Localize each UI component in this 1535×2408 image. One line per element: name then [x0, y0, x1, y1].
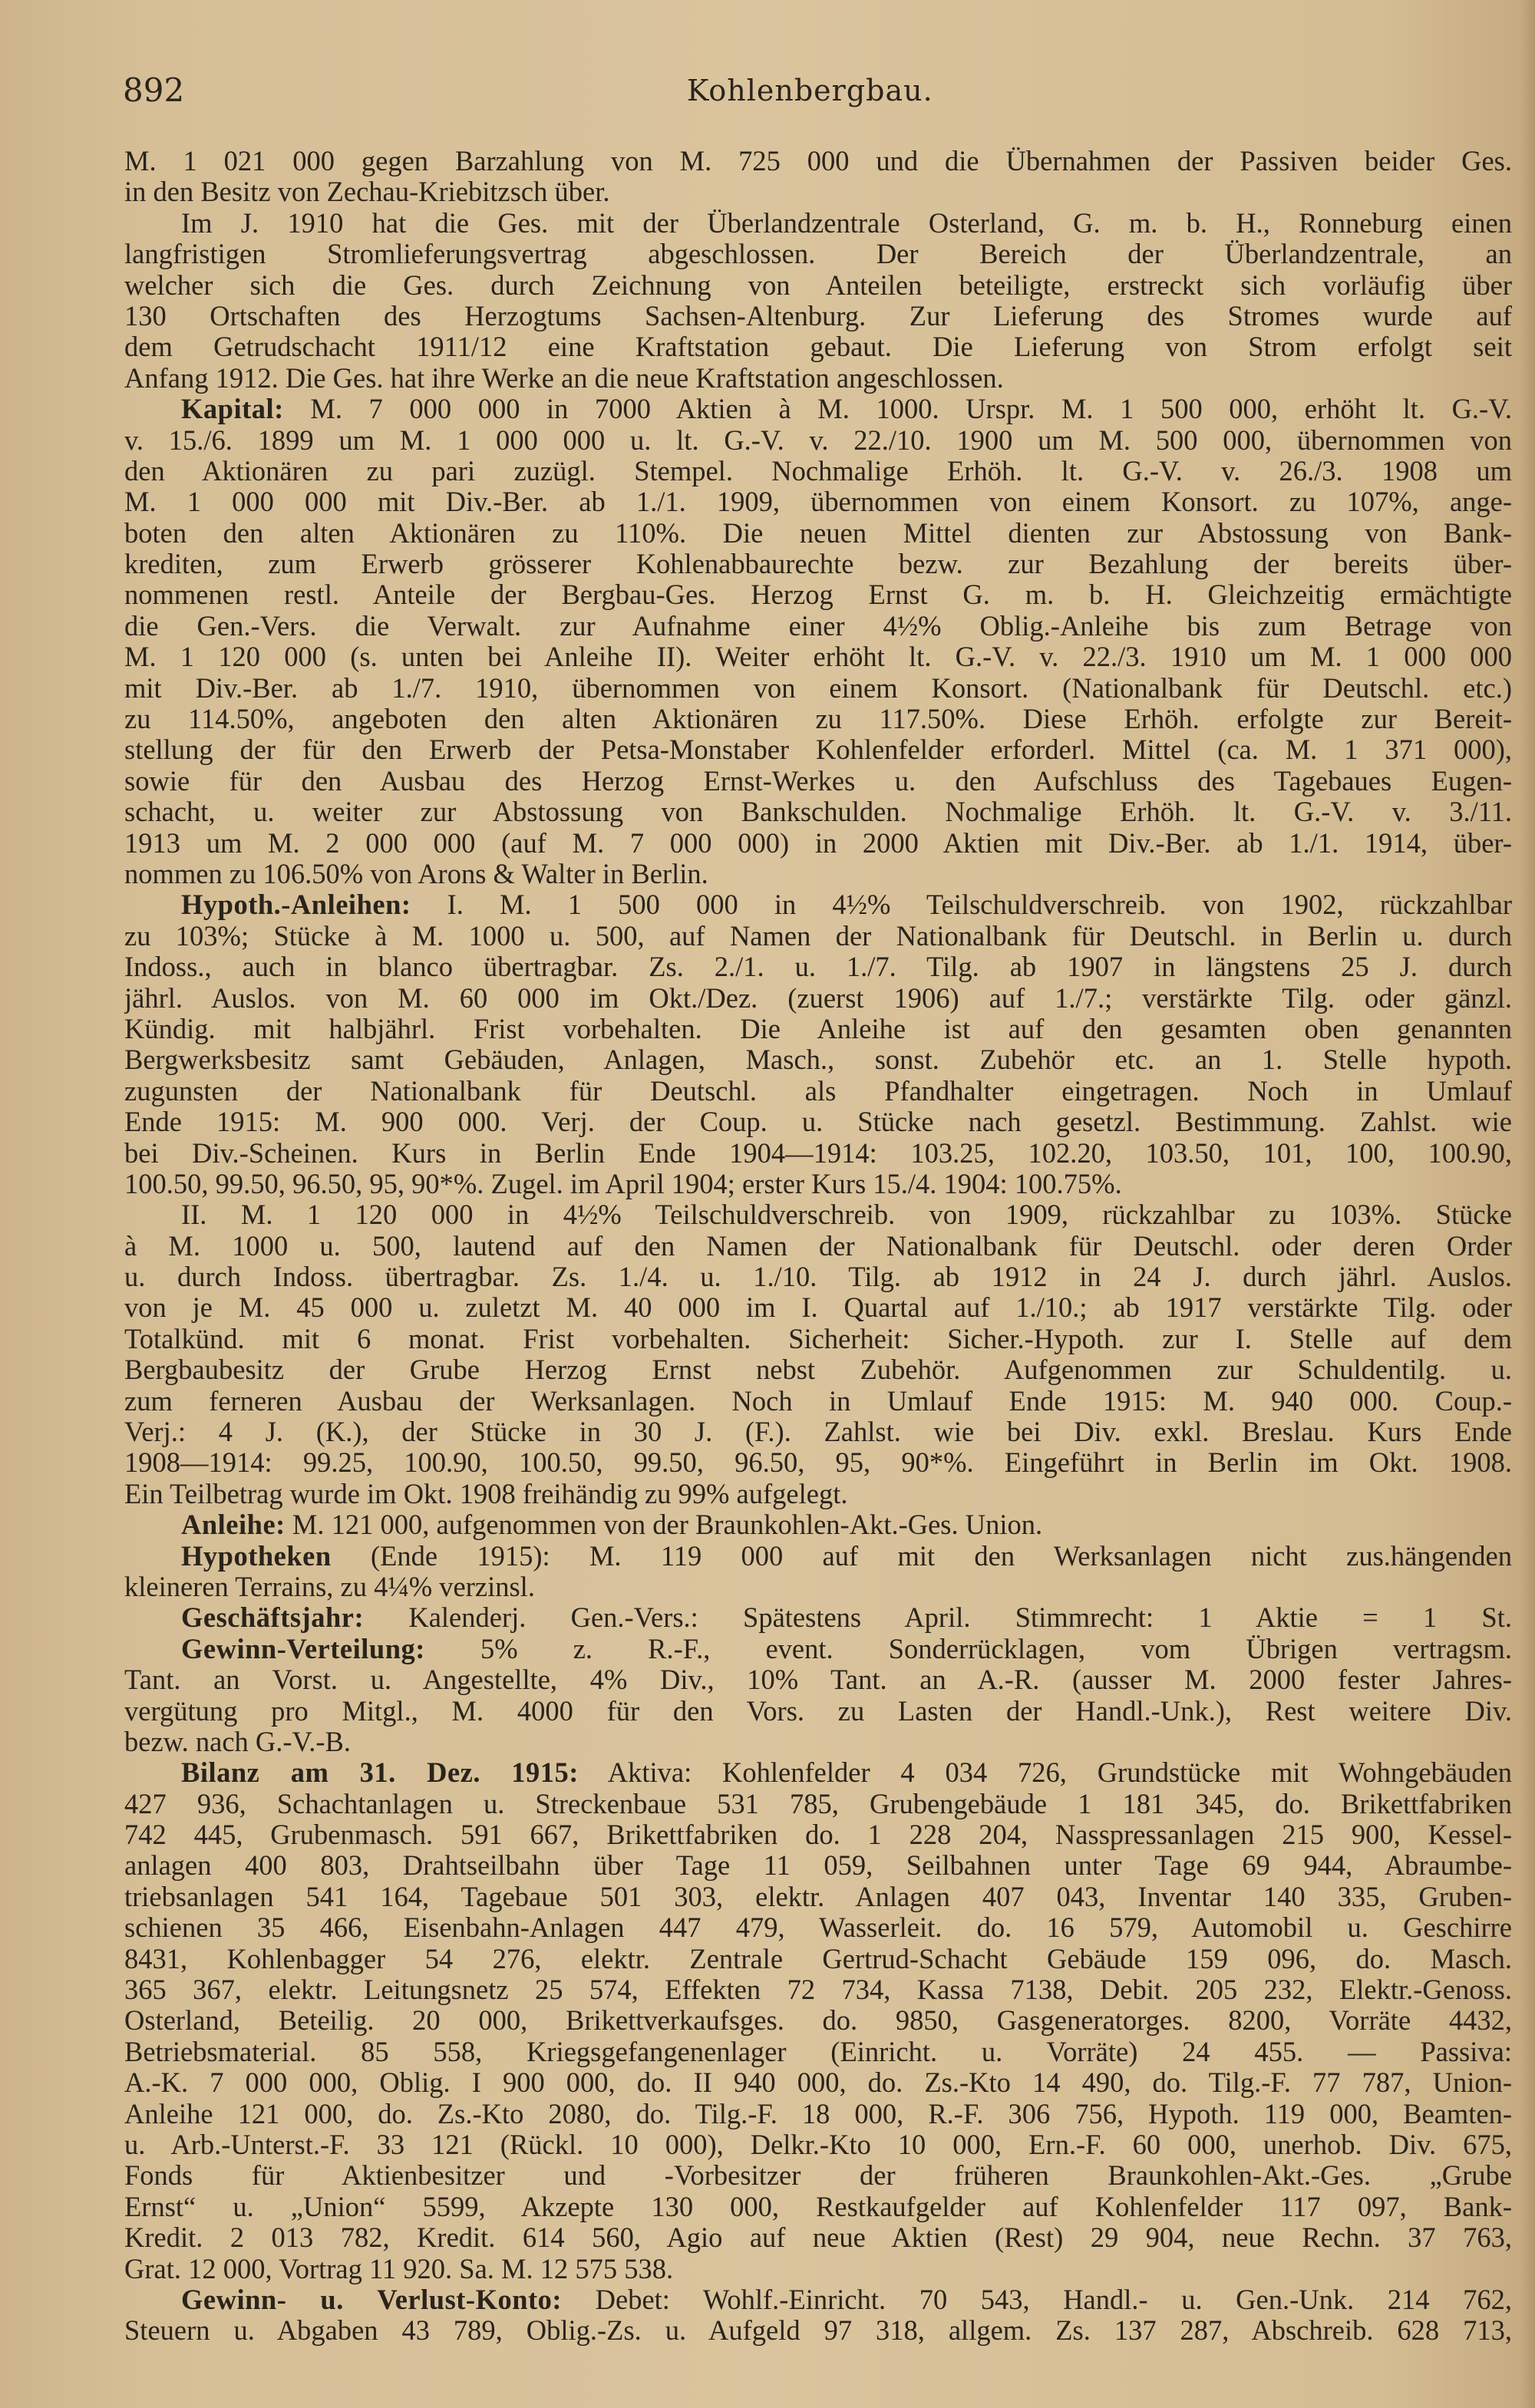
line-text: kleineren Terrains, zu 4¼% verzinsl.	[124, 1571, 535, 1602]
text-line	[124, 1912, 1512, 1943]
text-line	[124, 1757, 1512, 1788]
text-line	[124, 1974, 1512, 2005]
running-title: Kohlenbergbau.	[687, 74, 933, 107]
line-text: Anfang 1912. Die Ges. hat ihre Werke an die neue Kraftstation angeschlossen.	[124, 362, 1004, 394]
text-line	[124, 952, 1512, 982]
page-number: 892	[123, 71, 185, 109]
text-line	[124, 1447, 1512, 1478]
line-text: Fonds für Aktienbesitzer und -Vorbesitzer der früheren Braunkohlen-Akt.-Ges. „Grube	[124, 2160, 1512, 2192]
text-line	[124, 642, 1512, 672]
text-line	[124, 1138, 1512, 1169]
text-line	[124, 1696, 1512, 1727]
text-line	[124, 1541, 1512, 1572]
text-line	[124, 425, 1512, 456]
text-line	[124, 1231, 1512, 1262]
text-line	[124, 889, 1512, 920]
line-text: boten den alten Aktionären zu 110%. Die neuen Mittel dienten zur Abstossung von Bank-	[124, 517, 1512, 549]
line-text: 5% z. R.-F., event. Sonderrücklagen, vom Übrigen vertragsm.	[424, 1633, 1512, 1664]
text-line	[124, 1509, 1512, 1540]
text-line	[124, 2037, 1512, 2067]
text-line	[124, 1479, 1512, 1509]
section-lead: Hypotheken	[181, 1540, 332, 1572]
line-text: 742 445, Grubenmasch. 591 667, Brikettfabriken do. 1 228 204, Nasspressanlagen 215 900, Kessel-	[124, 1819, 1512, 1851]
line-text: nommen zu 106.50% von Arons & Walter in Berlin.	[124, 858, 708, 889]
text-line	[124, 766, 1512, 797]
text-line	[124, 2222, 1512, 2253]
text-line	[124, 1107, 1512, 1137]
text-line	[124, 734, 1512, 765]
line-text: Osterland, Beteilig. 20 000, Brikettverkaufsges. do. 9850, Gasgeneratorges. 8200, Vorräte 4432,	[124, 2005, 1512, 2037]
line-text: Ein Teilbetrag wurde im Okt. 1908 freihändig zu 99% aufgelegt.	[124, 1478, 848, 1509]
text-line	[124, 2315, 1512, 2346]
line-text: M. 7 000 000 in 7000 Aktien à M. 1000. Urspr. M. 1 500 000, erhöht lt. G.-V.	[283, 394, 1512, 425]
text-line	[124, 1634, 1512, 1664]
line-text: zu 114.50%, angeboten den alten Aktionären zu 117.50%. Diese Erhöh. erfolgte zur Bereit-	[124, 704, 1512, 735]
line-text: jährl. Auslos. von M. 60 000 im Okt./Dez. (zuerst 1906) auf 1./7.; verstärkte Tilg. oder gänzl.	[124, 982, 1512, 1014]
line-text: 130 Ortschaften des Herzogtums Sachsen-Altenburg. Zur Lieferung des Stromes wurde auf	[124, 300, 1512, 332]
text-line	[124, 1386, 1512, 1417]
line-text: in den Besitz von Zechau-Kriebitzsch über.	[124, 176, 610, 208]
line-text: von je M. 45 000 u. zuletzt M. 40 000 im I. Quartal auf 1./10.; ab 1917 verstärkte Tilg. oder	[124, 1292, 1512, 1324]
line-text: welcher sich die Ges. durch Zeichnung von Anteilen beteiligte, erstreckt sich vorläufig über	[124, 269, 1512, 301]
text-line	[124, 2005, 1512, 2036]
text-line	[124, 2192, 1512, 2222]
text-line	[124, 1324, 1512, 1354]
line-text: Kredit. 2 013 782, Kredit. 614 560, Agio auf neue Aktien (Rest) 29 904, neue Rechn. 37 763,	[124, 2222, 1512, 2254]
text-line	[124, 2067, 1512, 2098]
line-text: II. M. 1 120 000 in 4½% Teilschuldverschreib. von 1909, rückzahlbar zu 103%. Stücke	[181, 1199, 1512, 1231]
page-edge-shadow	[1520, 0, 1535, 2408]
line-text: zu 103%; Stücke à M. 1000 u. 500, auf Namen der Nationalbank für Deutschl. in Berlin u. durch	[124, 920, 1512, 952]
line-text: Totalkünd. mit 6 monat. Frist vorbehalten. Sicherheit: Sicher.-Hypoth. zur I. Stelle auf dem	[124, 1323, 1512, 1354]
text-line	[124, 1819, 1512, 1850]
line-text: anlagen 400 803, Drahtseilbahn über Tage 11 059, Seilbahnen unter Tage 69 944, Abraumbe-	[124, 1850, 1512, 1882]
text-line	[124, 797, 1512, 827]
line-text: mit Div.-Ber. ab 1./7. 1910, übernommen von einem Konsort. (Nationalbank für Deutschl. etc.)	[124, 672, 1512, 704]
line-text: nommenen restl. Anteile der Bergbau-Ges. Herzog Ernst G. m. b. H. Gleichzeitig ermächtigte	[124, 579, 1512, 611]
text-line	[124, 673, 1512, 704]
text-line	[124, 2099, 1512, 2129]
line-text: à M. 1000 u. 500, lautend auf den Namen der Nationalbank für Deutschl. oder deren Order	[124, 1230, 1512, 1262]
line-text: (Ende 1915): M. 119 000 auf mit den Werksanlagen nicht zus.hängenden	[331, 1540, 1512, 1572]
text-line	[124, 611, 1512, 642]
line-text: Bergbaubesitz der Grube Herzog Ernst nebst Zubehör. Aufgenommen zur Schuldentilg. u.	[124, 1354, 1512, 1386]
line-text: Betriebsmaterial. 85 558, Kriegsgefangenenlager (Einricht. u. Vorräte) 24 455. — Passiva:	[124, 2036, 1512, 2067]
line-text: Steuern u. Abgaben 43 789, Oblig.-Zs. u. Aufgeld 97 318, allgem. Zs. 137 287, Abschreib. 628 713,	[124, 2315, 1512, 2347]
line-text: schacht, u. weiter zur Abstossung von Bankschulden. Nochmalige Erhöh. lt. G.-V. v. 3./11.	[124, 797, 1512, 828]
text-line	[124, 983, 1512, 1014]
text-line	[124, 2129, 1512, 2160]
line-text: 365 367, elektr. Leitungsnetz 25 574, Effekten 72 734, Kassa 7138, Debit. 205 232, Elektr.-Genoss.	[124, 1974, 1512, 2006]
line-text: bei Div.-Scheinen. Kurs in Berlin Ende 1904—1914: 103.25, 102.20, 103.50, 101, 100, 100.90,	[124, 1137, 1512, 1169]
text-line	[124, 1727, 1512, 1757]
line-text: Indoss., auch in blanco übertragbar. Zs. 2./1. u. 1./7. Tilg. ab 1907 in längstens 25 J. durch	[124, 952, 1512, 983]
text-line	[124, 1199, 1512, 1230]
text-line	[124, 1169, 1512, 1199]
text-line	[124, 1944, 1512, 1974]
line-text: Ende 1915: M. 900 000. Verj. der Coup. u. Stücke nach gesetzl. Bestimmung. Zahlst. wie	[124, 1107, 1512, 1138]
line-text: 8431, Kohlenbagger 54 276, elektr. Zentrale Gertrud-Schacht Gebäude 159 096, do. Masch.	[124, 1943, 1512, 1974]
line-text: Kalenderj. Gen.-Vers.: Spätestens April. Stimmrecht: 1 Aktie = 1 St.	[364, 1602, 1512, 1634]
page-header	[123, 68, 1474, 114]
line-text: v. 15./6. 1899 um M. 1 000 000 u. lt. G.-V. v. 22./10. 1900 um M. 500 000, übernommen von	[124, 424, 1512, 456]
text-line	[124, 549, 1512, 579]
line-text: stellung der für den Erwerb der Petsa-Monstaber Kohlenfelder erforderl. Mittel (ca. M. 1 371 000),	[124, 734, 1512, 766]
line-text: M. 1 000 000 mit Div.-Ber. ab 1./1. 1909, übernommen von einem Konsort. zu 107%, ange-	[124, 487, 1512, 518]
line-text: die Gen.-Vers. die Verwalt. zur Aufnahme einer 4½% Oblig.-Anleihe bis zum Betrage von	[124, 610, 1512, 642]
text-line	[124, 394, 1512, 424]
line-text: 427 936, Schachtanlagen u. Streckenbaue 531 785, Grubengebäude 1 181 345, do. Brikettfabriken	[124, 1788, 1512, 1819]
text-line	[124, 176, 1512, 207]
line-text: triebsanlagen 541 164, Tagebaue 501 303, elektr. Anlagen 407 043, Inventar 140 335, Gruben-	[124, 1881, 1512, 1912]
section-lead: Anleihe:	[181, 1509, 286, 1541]
line-text: langfristigen Stromlieferungsvertrag abgeschlossen. Der Bereich der Überlandzentrale, an	[124, 239, 1512, 270]
section-lead: Hypoth.-Anleihen:	[181, 889, 411, 921]
line-text: vergütung pro Mitgl., M. 4000 für den Vors. zu Lasten der Handl.-Unk.), Rest weitere Div.	[124, 1695, 1512, 1727]
line-text: M. 1 021 000 gegen Barzahlung von M. 725 000 und die Übernahmen der Passiven beider Ges.	[124, 146, 1512, 176]
text-line	[124, 1664, 1512, 1695]
text-line	[124, 1262, 1512, 1292]
section-lead: Kapital:	[181, 394, 284, 425]
text-line	[124, 332, 1512, 362]
text-line	[124, 1417, 1512, 1447]
line-text: 1908—1914: 99.25, 100.90, 100.50, 99.50, 96.50, 95, 90*%. Eingeführt in Berlin im Okt. 1908.	[124, 1447, 1512, 1479]
text-line	[124, 363, 1512, 394]
line-text: Kündig. mit halbjährl. Frist vorbehalten. Die Anleihe ist auf den gesamten oben genannten	[124, 1013, 1512, 1044]
text-line	[124, 1789, 1512, 1819]
text-line	[124, 1572, 1512, 1602]
line-text: u. durch Indoss. übertragbar. Zs. 1./4. u. 1./10. Tilg. ab 1912 in 24 J. durch jährl. Auslos.	[124, 1262, 1512, 1293]
text-line	[124, 239, 1512, 269]
line-text: Debet: Wohlf.-Einricht. 70 543, Handl.- u. Gen.-Unk. 214 762,	[562, 2284, 1512, 2315]
line-text: Bergwerksbesitz samt Gebäuden, Anlagen, Masch., sonst. Zubehör etc. an 1. Stelle hypoth.	[124, 1044, 1512, 1076]
line-text: A.-K. 7 000 000, Oblig. I 900 000, do. II 940 000, do. Zs.-Kto 14 490, do. Tilg.-F. 77 787, Union-	[124, 2067, 1512, 2099]
text-line	[124, 301, 1512, 332]
text-line	[124, 208, 1512, 239]
line-text: Anleihe 121 000, do. Zs.-Kto 2080, do. Tilg.-F. 18 000, R.-F. 306 756, Hypoth. 119 000, Beamten-	[124, 2098, 1512, 2129]
text-line	[124, 1882, 1512, 1912]
text-line	[124, 518, 1512, 549]
line-text: Grat. 12 000, Vortrag 11 920. Sa. M. 12 575 538.	[124, 2253, 674, 2284]
text-line	[124, 2284, 1512, 2315]
body-text	[124, 146, 1512, 2347]
text-line	[124, 1076, 1512, 1107]
line-text: 1913 um M. 2 000 000 (auf M. 7 000 000) in 2000 Aktien mit Div.-Ber. ab 1./1. 1914, über-	[124, 827, 1512, 859]
line-text: M. 1 120 000 (s. unten bei Anleihe II). Weiter erhöht lt. G.-V. v. 22./3. 1910 um M. 1 000 000	[124, 642, 1512, 673]
text-line	[124, 921, 1512, 952]
text-line	[124, 704, 1512, 734]
text-line	[124, 1014, 1512, 1044]
line-text: Verj.: 4 J. (K.), der Stücke in 30 J. (F.). Zahlst. wie bei Div. exkl. Breslau. Kurs Ende	[124, 1417, 1512, 1448]
section-lead: Gewinn- u. Verlust-Konto:	[181, 2284, 563, 2315]
section-lead: Geschäftsjahr:	[181, 1602, 365, 1634]
text-line	[124, 2254, 1512, 2284]
text-line	[124, 487, 1512, 517]
text-line	[124, 828, 1512, 859]
line-text: Aktiva: Kohlenfelder 4 034 726, Grundstücke mit Wohngebäuden	[578, 1757, 1512, 1789]
line-text: u. Arb.-Unterst.-F. 33 121 (Rückl. 10 000), Delkr.-Kto 10 000, Ern.-F. 60 000, unerhob. Div. 675,	[124, 2129, 1512, 2160]
line-text: den Aktionären zu pari zuzügl. Stempel. Nochmalige Erhöh. lt. G.-V. v. 26./3. 1908 um	[124, 455, 1512, 487]
text-line	[124, 1044, 1512, 1075]
text-line	[124, 270, 1512, 301]
line-text: zum ferneren Ausbau der Werksanlagen. Noch in Umlauf Ende 1915: M. 940 000. Coup.-	[124, 1385, 1512, 1417]
line-text: bezw. nach G.-V.-B.	[124, 1726, 351, 1757]
text-line	[124, 2160, 1512, 2191]
line-text: 100.50, 99.50, 96.50, 95, 90*%. Zugel. im April 1904; erster Kurs 15./4. 1904: 100.75%.	[124, 1168, 1122, 1199]
line-text: Ernst“ u. „Union“ 5599, Akzepte 130 000, Restkaufgelder auf Kohlenfelder 117 097, Bank-	[124, 2191, 1512, 2222]
section-lead: Gewinn-Verteilung:	[181, 1633, 425, 1664]
text-line	[124, 1602, 1512, 1633]
line-text: sowie für den Ausbau des Herzog Ernst-Werkes u. den Aufschluss des Tagebaues Eugen-	[124, 765, 1512, 797]
line-text: Im J. 1910 hat die Ges. mit der Überlandzentrale Osterland, G. m. b. H., Ronneburg einen	[181, 207, 1512, 239]
line-text: schienen 35 466, Eisenbahn-Anlagen 447 479, Wasserleit. do. 16 579, Automobil u. Geschirre	[124, 1912, 1512, 1944]
line-text: I. M. 1 500 000 in 4½% Teilschuldverschreib. von 1902, rückzahlbar	[411, 889, 1512, 921]
text-line	[124, 1292, 1512, 1323]
line-text: M. 121 000, aufgenommen von der Braunkohlen-Akt.-Ges. Union.	[285, 1509, 1043, 1541]
text-line	[124, 1354, 1512, 1385]
text-line	[124, 146, 1512, 176]
line-text: krediten, zum Erwerb grösserer Kohlenabbaurechte bezw. zur Bezahlung der bereits über-	[124, 549, 1512, 580]
section-lead: Bilanz am 31. Dez. 1915:	[181, 1757, 579, 1789]
text-line	[124, 859, 1512, 889]
line-text: zugunsten der Nationalbank für Deutschl. als Pfandhalter eingetragen. Noch in Umlauf	[124, 1075, 1512, 1107]
text-line	[124, 456, 1512, 487]
text-line	[124, 1850, 1512, 1881]
line-text: dem Getrudschacht 1911/12 eine Kraftstation gebaut. Die Lieferung von Strom erfolgt seit	[124, 332, 1512, 363]
line-text: Tant. an Vorst. u. Angestellte, 4% Div., 10% Tant. an A.-R. (ausser M. 2000 fester Jahres-	[124, 1664, 1512, 1696]
text-line	[124, 579, 1512, 610]
